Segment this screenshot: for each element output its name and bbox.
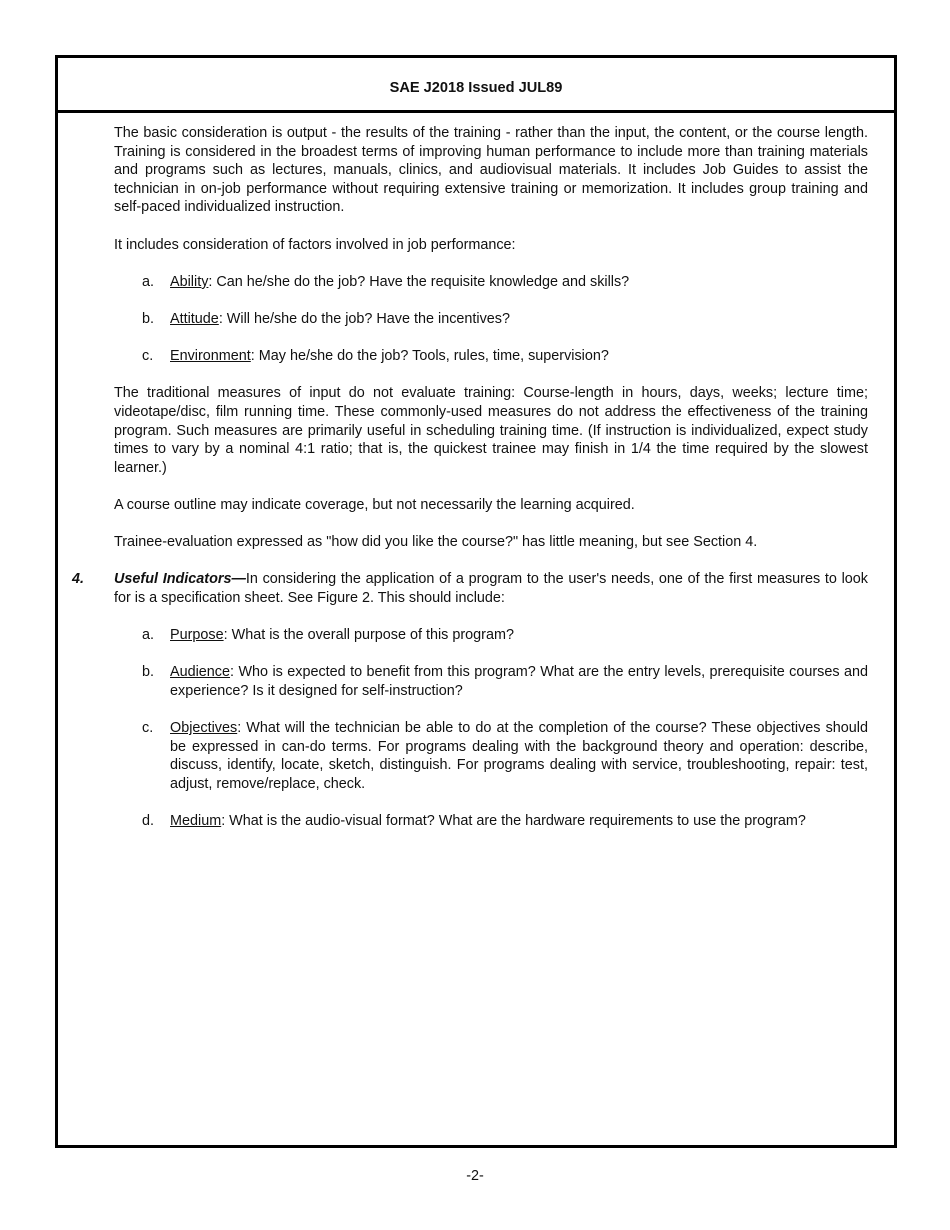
list-item bbox=[142, 347, 868, 366]
paragraph-trainee-evaluation: Trainee-evaluation expressed as "how did you like the course?" has little meaning, but see Section 4. bbox=[114, 534, 758, 551]
section-title: Useful Indicators— bbox=[114, 571, 246, 588]
document-body bbox=[72, 124, 868, 843]
item-letter: b. bbox=[142, 664, 155, 681]
item-term: Objectives bbox=[170, 720, 238, 736]
list-item bbox=[142, 663, 868, 700]
item-text: : Who is expected to benefit from this program? What are the entry levels, prerequisite courses and experience? Is it designed for self-instruction? bbox=[170, 664, 868, 699]
item-term: Medium bbox=[170, 812, 222, 829]
item-letter: c. bbox=[142, 348, 154, 365]
paragraph-output: The basic consideration is output - the results of the training - rather than the input, the content, or the course length. Training is considered in the broadest terms of improving human performance to include more than training materials and programs such as lectures, manuals, clinics, and audiovisual materials. It includes Job Guides to assist the technician in on-job performance without requiring extensive training or memorization. It includes group training and self-paced individualized instruction. bbox=[114, 125, 868, 216]
section-4 bbox=[72, 570, 868, 607]
section-number: 4. bbox=[72, 571, 85, 588]
list-item bbox=[142, 719, 868, 793]
item-term: Environment bbox=[170, 348, 251, 365]
document-title: SAE J2018 Issued JUL89 bbox=[389, 80, 563, 96]
item-text: : Will he/she do the job? Have the incentives? bbox=[218, 310, 510, 327]
item-text: : May he/she do the job? Tools, rules, time, supervision? bbox=[250, 348, 609, 365]
indicators-list bbox=[142, 626, 868, 831]
document-header bbox=[58, 58, 894, 113]
item-letter: a. bbox=[142, 273, 155, 290]
paragraph-course-outline: A course outline may indicate coverage, but not necessarily the learning acquired. bbox=[114, 496, 635, 513]
section-text: In considering the application of a program to the user's needs, one of the first measures to look for is a specification sheet. See Figure 2. This should include: bbox=[114, 571, 868, 606]
item-letter: d. bbox=[142, 812, 155, 829]
item-letter: b. bbox=[142, 310, 155, 327]
item-term: Attitude bbox=[170, 310, 219, 327]
list-item bbox=[142, 310, 868, 329]
list-item bbox=[142, 812, 868, 831]
list-item bbox=[142, 626, 868, 645]
item-letter: c. bbox=[142, 720, 154, 736]
page-frame bbox=[55, 55, 897, 1148]
factors-list bbox=[142, 273, 868, 366]
item-term: Ability bbox=[170, 273, 209, 290]
item-text: : Can he/she do the job? Have the requisite knowledge and skills? bbox=[208, 273, 630, 290]
item-text: : What is the overall purpose of this program? bbox=[223, 627, 514, 644]
page-number: -2- bbox=[466, 1168, 484, 1184]
list-item bbox=[142, 273, 868, 292]
paragraph-traditional-measures: The traditional measures of input do not evaluate training: Course-length in hours, days, weeks; lecture time; videotape/disc, film running time. These commonly-used measures do not address the effectiveness of the training program. Such measures are primarily useful in scheduling training time. (If instruction is individualized, expect study times to vary by a nominal 4:1 ratio; that is, the quickest trainee may finish in 1/4 the time required by the slowest learner.) bbox=[114, 385, 868, 476]
item-term: Audience bbox=[170, 664, 231, 681]
paragraph-factors-intro: It includes consideration of factors involved in job performance: bbox=[114, 236, 516, 253]
item-text: : What is the audio-visual format? What are the hardware requirements to use the program? bbox=[221, 812, 806, 829]
item-text: : What will the technician be able to do at the completion of the course? These objectives should be expressed in can-do terms. For programs dealing with the background theory and operation: describe, discuss, identify, locate, sketch, distinguish. For programs dealing with service, troubleshooting, repair: test, adjust, remove/replace, check. bbox=[170, 720, 868, 792]
item-term: Purpose bbox=[170, 627, 224, 644]
item-letter: a. bbox=[142, 627, 155, 644]
